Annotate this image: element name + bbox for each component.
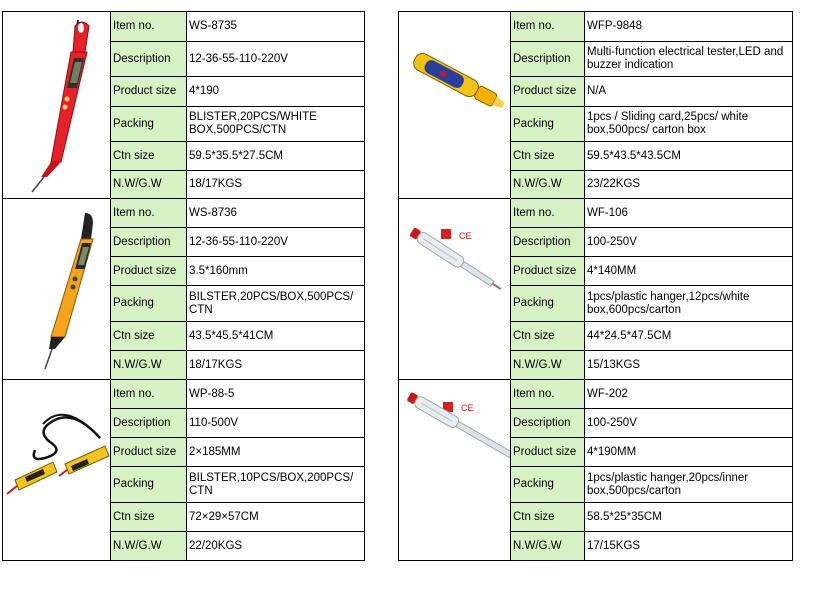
table-row [399, 199, 793, 228]
nw-gw-value: 18/17KGS [187, 171, 365, 199]
product-image-cell [3, 12, 111, 199]
product-size-label: Product size [511, 438, 585, 467]
nw-gw-label: N.W/G.W [511, 532, 585, 561]
description-label: Description [511, 228, 585, 257]
description-value: 110-500V [187, 409, 365, 438]
nw-gw-value: 22/20KGS [187, 532, 365, 561]
product-image-cell [399, 12, 511, 199]
nw-gw-value: 17/15KGS [585, 532, 793, 561]
product-size-value: 2×185MM [187, 438, 365, 467]
table-row [399, 380, 793, 409]
red-digital-test-pen-icon [5, 12, 111, 198]
product-size-value: 3.5*160mm [187, 257, 365, 286]
item-no-label: Item no. [511, 12, 585, 42]
item-no-label: Item no. [111, 199, 187, 228]
ctn-size-label: Ctn size [111, 503, 187, 532]
product-table-left [2, 11, 365, 561]
ce-mark: CE [461, 403, 474, 413]
description-value: Multi-function electrical tester,LED and buzzer indication [585, 42, 793, 77]
ctn-size-label: Ctn size [511, 503, 585, 532]
ctn-size-value: 59.5*43.5*43.5CM [585, 142, 793, 171]
ce-mark: CE [459, 231, 472, 241]
item-no-label: Item no. [111, 12, 187, 42]
product-size-value: N/A [585, 77, 793, 107]
description-value: 12-36-55-110-220V [187, 42, 365, 77]
item-no-value: WS-8736 [187, 199, 365, 228]
product-size-label: Product size [511, 257, 585, 286]
description-label: Description [511, 42, 585, 77]
item-no-label: Item no. [111, 380, 187, 409]
clear-screwdriver-tester-icon [401, 199, 511, 379]
item-no-value: WF-106 [585, 199, 793, 228]
ctn-size-value: 43.5*45.5*41CM [187, 322, 365, 351]
packing-value: 1pcs / Sliding card,25pcs/ white box,500pcs/ carton box [585, 107, 793, 142]
nw-gw-value: 23/22KGS [585, 171, 793, 199]
ctn-size-value: 72×29×57CM [187, 503, 365, 532]
item-no-label: Item no. [511, 380, 585, 409]
nw-gw-label: N.W/G.W [111, 532, 187, 561]
item-no-value: WFP-9848 [585, 12, 793, 42]
nw-gw-label: N.W/G.W [511, 171, 585, 199]
ctn-size-value: 58.5*25*35CM [585, 503, 793, 532]
description-value: 100-250V [585, 228, 793, 257]
packing-value: BLISTER,20PCS/WHITE BOX,500PCS/CTN [187, 107, 365, 142]
non-contact-voltage-detector-icon [401, 12, 511, 198]
ctn-size-label: Ctn size [511, 322, 585, 351]
packing-value: 1pcs/plastic hanger,20pcs/inner box,500pcs/carton [585, 467, 793, 503]
product-size-value: 4*190MM [585, 438, 793, 467]
packing-value: 1pcs/plastic hanger,12pcs/white box,600pcs/carton [585, 286, 793, 322]
table-row [3, 380, 365, 409]
item-no-value: WS-8735 [187, 12, 365, 42]
nw-gw-label: N.W/G.W [111, 171, 187, 199]
packing-label: Packing [511, 107, 585, 142]
ctn-size-label: Ctn size [111, 322, 187, 351]
packing-label: Packing [111, 467, 187, 503]
product-size-label: Product size [511, 77, 585, 107]
description-value: 12-36-55-110-220V [187, 228, 365, 257]
product-image-cell [399, 380, 511, 561]
nw-gw-value: 18/17KGS [187, 351, 365, 380]
description-label: Description [111, 228, 187, 257]
ctn-size-label: Ctn size [511, 142, 585, 171]
product-image-cell [399, 199, 511, 380]
packing-value: BILSTER,20PCS/BOX,500PCS/ CTN [187, 286, 365, 322]
description-label: Description [111, 409, 187, 438]
yellow-digital-test-pen-icon [5, 199, 111, 379]
item-no-value: WP-88-5 [187, 380, 365, 409]
table-row [3, 12, 365, 42]
product-size-label: Product size [111, 257, 187, 286]
product-size-label: Product size [111, 77, 187, 107]
voltage-tester-with-leads-icon [5, 380, 111, 560]
item-no-value: WF-202 [585, 380, 793, 409]
ctn-size-value: 59.5*35.5*27.5CM [187, 142, 365, 171]
table-row [399, 12, 793, 42]
packing-label: Packing [511, 286, 585, 322]
description-value: 100-250V [585, 409, 793, 438]
ctn-size-label: Ctn size [111, 142, 187, 171]
product-size-value: 4*190 [187, 77, 365, 107]
packing-label: Packing [111, 107, 187, 142]
description-label: Description [511, 409, 585, 438]
product-size-label: Product size [111, 438, 187, 467]
product-table-right [398, 11, 793, 561]
long-screwdriver-tester-icon [401, 380, 511, 560]
nw-gw-label: N.W/G.W [511, 351, 585, 380]
description-label: Description [111, 42, 187, 77]
nw-gw-label: N.W/G.W [111, 351, 187, 380]
product-size-value: 4*140MM [585, 257, 793, 286]
packing-label: Packing [111, 286, 187, 322]
nw-gw-value: 15/13KGS [585, 351, 793, 380]
product-image-cell [3, 199, 111, 380]
packing-label: Packing [511, 467, 585, 503]
item-no-label: Item no. [511, 199, 585, 228]
packing-value: BILSTER,10PCS/BOX,200PCS/ CTN [187, 467, 365, 503]
product-image-cell [3, 380, 111, 561]
table-row [3, 199, 365, 228]
ctn-size-value: 44*24.5*47.5CM [585, 322, 793, 351]
